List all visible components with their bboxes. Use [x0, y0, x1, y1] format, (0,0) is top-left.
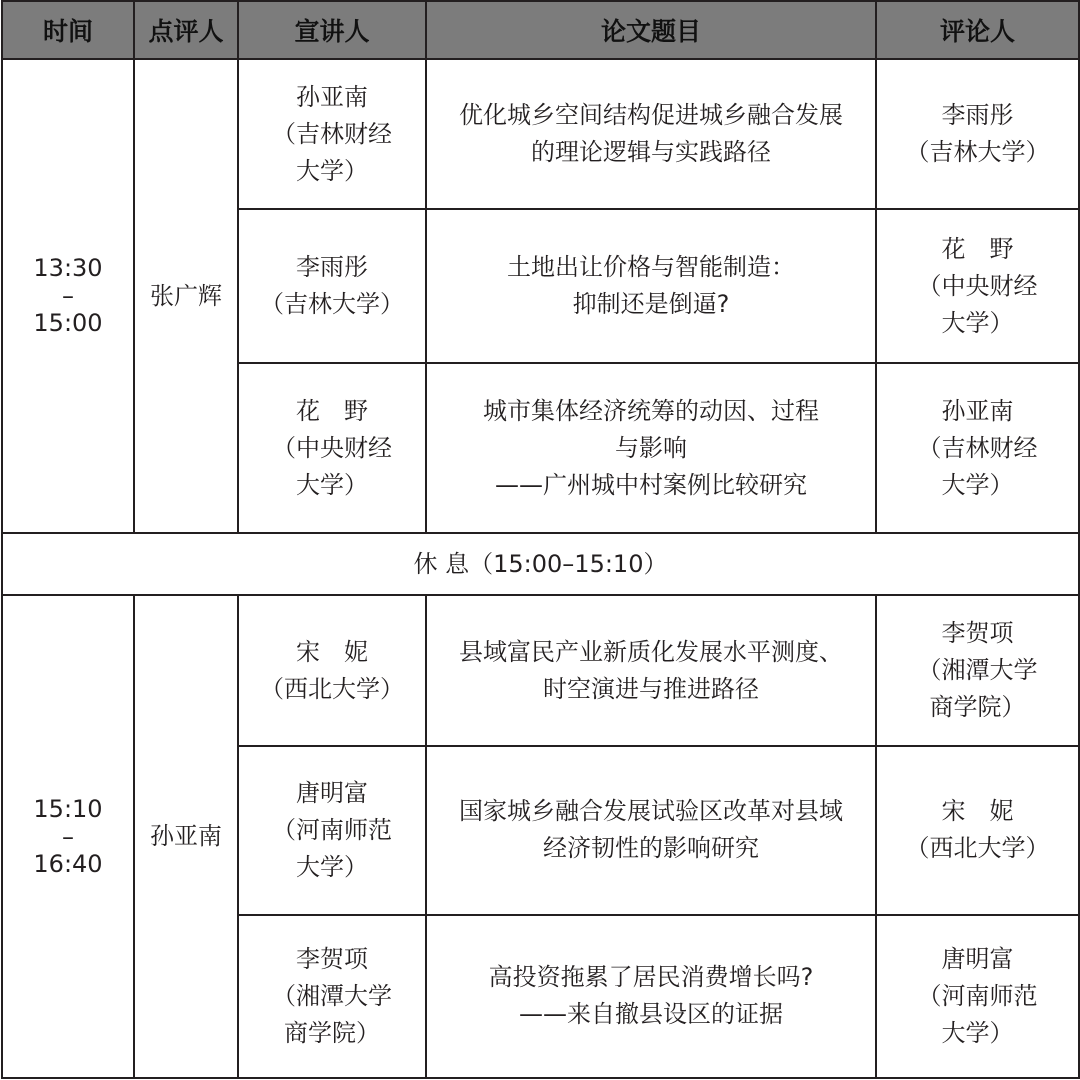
- speaker-affiliation: （湘潭大学: [272, 981, 392, 1010]
- commentator-name: 宋 妮: [941, 797, 1014, 826]
- break-label: 休 息（15:00–15:10）: [2, 533, 1079, 595]
- commentator-affiliation: 大学）: [941, 308, 1014, 337]
- header-speaker: 宣讲人: [238, 1, 426, 59]
- table-row: [2, 595, 1079, 745]
- paper-title-line: 经济韧性的影响研究: [543, 834, 759, 863]
- paper-title-line: 县域富民产业新质化发展水平测度、: [459, 637, 843, 666]
- header-reviewer: 点评人: [134, 1, 238, 59]
- speaker-cell: [238, 59, 426, 209]
- schedule-table: [1, 0, 1080, 1079]
- speaker-affiliation: 大学）: [296, 470, 368, 499]
- session1-time-dash: –: [62, 282, 74, 311]
- commentator-affiliation: 大学）: [941, 1018, 1014, 1047]
- speaker-name: 李雨彤: [296, 253, 368, 282]
- commentator-affiliation: （吉林大学）: [905, 138, 1050, 167]
- paper-title-line: 城市集体经济统筹的动因、过程: [483, 396, 819, 425]
- paper-title-line: ——广州城中村案例比较研究: [495, 470, 807, 499]
- session1-time-cell: [2, 59, 134, 533]
- paper-title-cell: [426, 59, 876, 209]
- break-row: [2, 533, 1079, 595]
- speaker-name: 孙亚南: [296, 82, 368, 111]
- speaker-name: 李贺项: [296, 944, 368, 973]
- table-row: [2, 59, 1079, 209]
- speaker-cell: [238, 209, 426, 363]
- commentator-affiliation: （西北大学）: [905, 834, 1050, 863]
- paper-title-line: 的理论逻辑与实践路径: [531, 138, 771, 167]
- session1-time-start: 13:30: [33, 254, 103, 283]
- commentator-name: 唐明富: [941, 944, 1014, 973]
- speaker-name: 花 野: [296, 396, 368, 425]
- session1-time-end: 15:00: [33, 309, 103, 338]
- paper-title-cell: [426, 209, 876, 363]
- speaker-affiliation: 大学）: [296, 852, 368, 881]
- speaker-affiliation: （吉林大学）: [260, 290, 404, 319]
- paper-title-line: 高投资拖累了居民消费增长吗?: [488, 963, 814, 992]
- commentator-cell: [876, 59, 1079, 209]
- commentator-cell: [876, 595, 1079, 745]
- paper-title-line: ——来自撤县设区的证据: [519, 1000, 783, 1029]
- header-row: [2, 1, 1079, 59]
- paper-title-line: 国家城乡融合发展试验区改革对县域: [459, 797, 843, 826]
- commentator-cell: [876, 746, 1079, 915]
- commentator-affiliation: （中央财经: [917, 271, 1038, 300]
- speaker-name: 宋 妮: [296, 637, 368, 666]
- commentator-affiliation: （吉林财经: [917, 433, 1038, 462]
- commentator-name: 李雨彤: [941, 101, 1014, 130]
- session2-time-cell: [2, 595, 134, 1078]
- speaker-affiliation: （中央财经: [272, 433, 392, 462]
- speaker-affiliation: （河南师范: [272, 815, 392, 844]
- paper-title-line: 土地出让价格与智能制造：: [507, 253, 795, 282]
- speaker-name: 唐明富: [296, 778, 368, 807]
- paper-title-cell: [426, 363, 876, 533]
- commentator-affiliation: （湘潭大学: [917, 656, 1038, 685]
- commentator-name: 孙亚南: [941, 396, 1014, 425]
- commentator-cell: [876, 209, 1079, 363]
- speaker-affiliation: 商学院）: [284, 1018, 380, 1047]
- paper-title-cell: [426, 915, 876, 1078]
- speaker-cell: [238, 595, 426, 745]
- commentator-affiliation: 商学院）: [929, 693, 1026, 722]
- paper-title-line: 时空演进与推进路径: [543, 674, 759, 703]
- header-time: 时间: [2, 1, 134, 59]
- commentator-cell: [876, 915, 1079, 1078]
- session2-reviewer: 孙亚南: [134, 595, 238, 1078]
- paper-title-line: 抑制还是倒逼?: [572, 290, 730, 319]
- paper-title-line: 与影响: [615, 433, 687, 462]
- session2-time-end: 16:40: [33, 849, 103, 878]
- commentator-cell: [876, 363, 1079, 533]
- speaker-cell: [238, 363, 426, 533]
- speaker-cell: [238, 915, 426, 1078]
- header-commentator: 评论人: [876, 1, 1079, 59]
- commentator-name: 花 野: [941, 234, 1014, 263]
- speaker-affiliation: （西北大学）: [260, 674, 404, 703]
- paper-title-line: 优化城乡空间结构促进城乡融合发展: [459, 101, 843, 130]
- session1-reviewer: 张广辉: [134, 59, 238, 533]
- speaker-affiliation: （吉林财经: [272, 119, 392, 148]
- paper-title-cell: [426, 595, 876, 745]
- header-paper: 论文题目: [426, 1, 876, 59]
- speaker-affiliation: 大学）: [296, 156, 368, 185]
- commentator-affiliation: （河南师范: [917, 981, 1038, 1010]
- session2-time-dash: –: [62, 822, 74, 851]
- commentator-name: 李贺项: [941, 619, 1014, 648]
- commentator-affiliation: 大学）: [941, 470, 1014, 499]
- speaker-cell: [238, 746, 426, 915]
- session2-time-start: 15:10: [33, 794, 103, 823]
- paper-title-cell: [426, 746, 876, 915]
